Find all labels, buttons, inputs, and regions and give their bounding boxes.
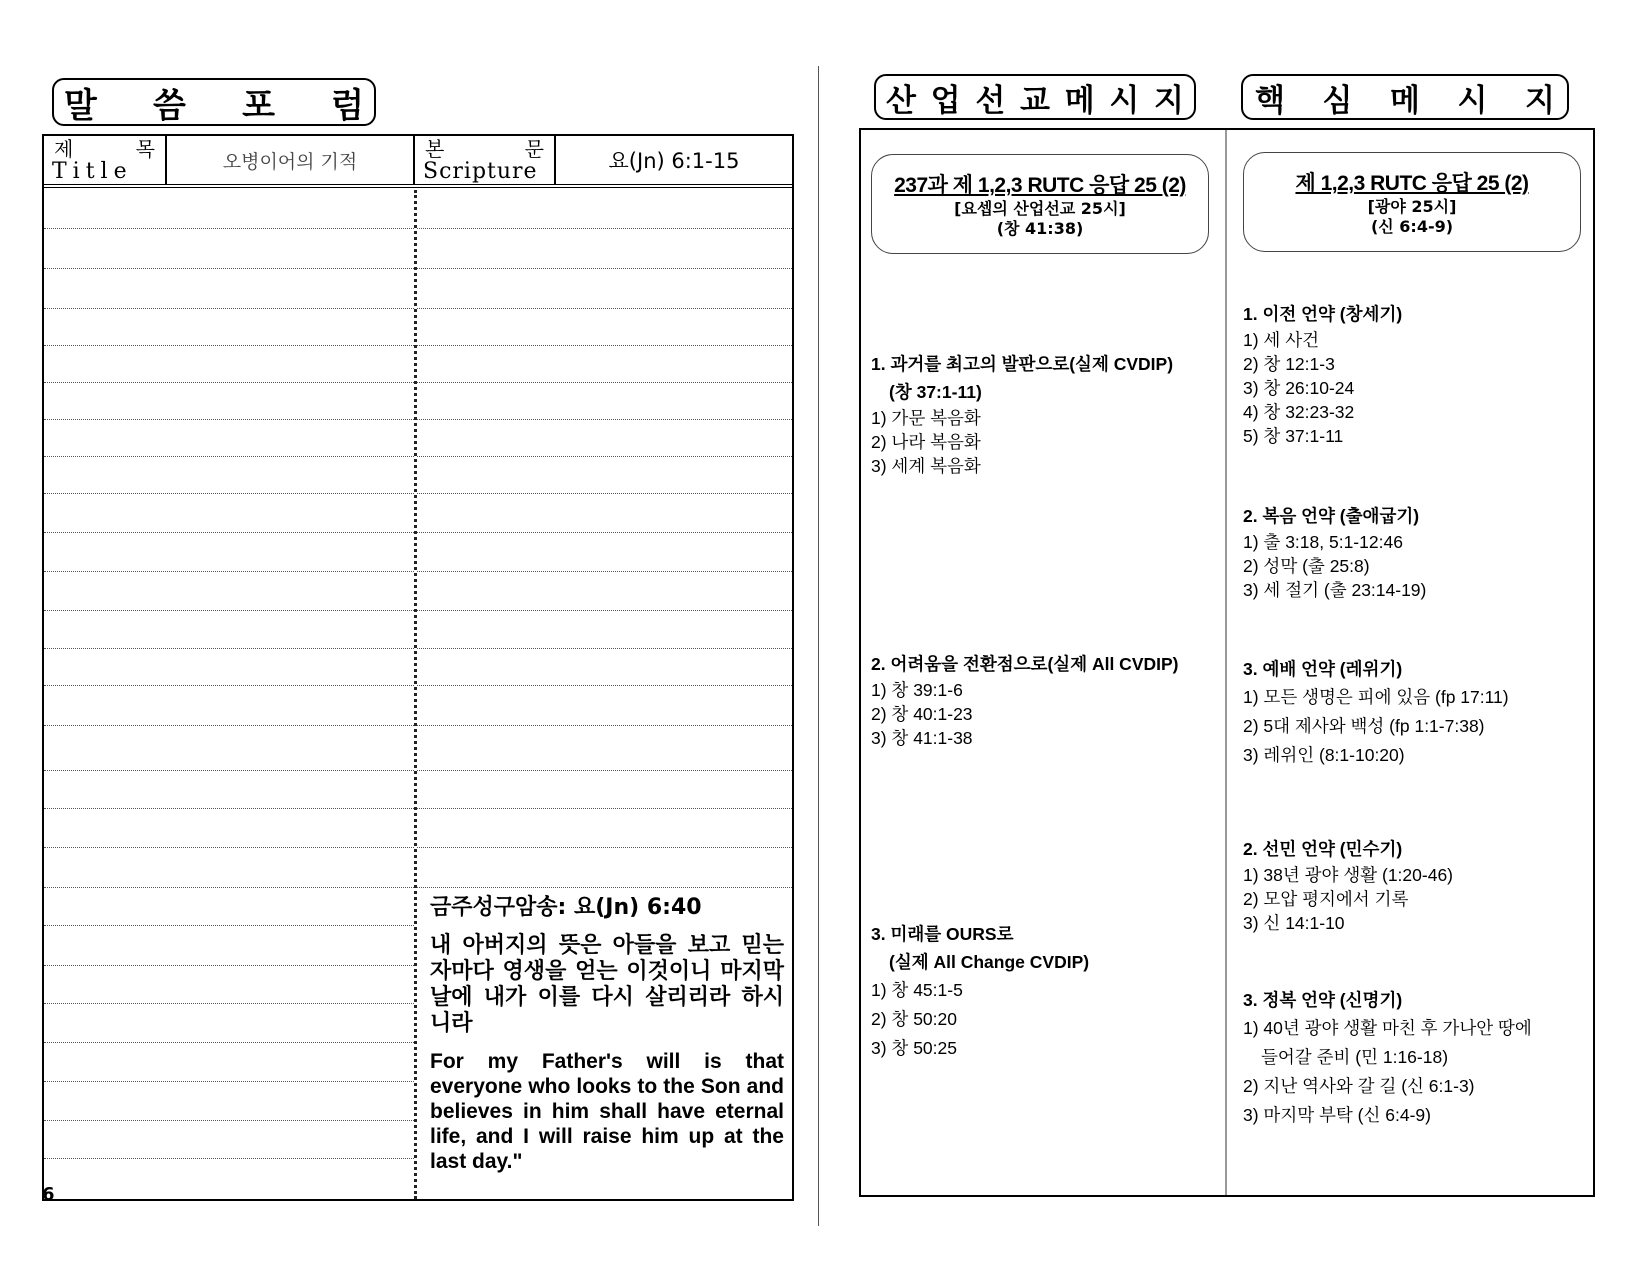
sermon-note-table (42, 134, 794, 1201)
ruled-line (44, 610, 414, 611)
ruled-line (44, 1081, 414, 1082)
ruled-line (44, 1042, 414, 1043)
section-item: 2) 창 50:20 (871, 1009, 957, 1029)
ruled-line (417, 493, 792, 494)
title-char: 럼 (331, 85, 364, 126)
ruled-line (44, 847, 414, 848)
section-item: 3) 마지막 부탁 (신 6:4-9) (1243, 1105, 1431, 1125)
title-char: 심 (1322, 82, 1353, 119)
section-item: 2) 창 12:1-3 (1243, 354, 1335, 374)
outline-section (1243, 502, 1593, 602)
ruled-line (44, 770, 414, 771)
ruled-line (417, 382, 792, 383)
core-heading-main: 제 1,2,3 RUTC 응답 25 (2) (1295, 172, 1529, 195)
title-char: 핵 (1255, 82, 1285, 119)
outline-section (1243, 986, 1593, 1130)
section-item: 들어갈 준비 (민 1:16-18) (1261, 1047, 1449, 1067)
scripture-label-cell (415, 136, 556, 184)
section-item: 3) 창 26:10-24 (1243, 378, 1355, 398)
ruled-line (417, 725, 792, 726)
title-char: 산 (886, 82, 916, 119)
ruled-line (44, 725, 414, 726)
ruled-line (417, 345, 792, 346)
ruled-line (417, 770, 792, 771)
ruled-line (44, 493, 414, 494)
title-label-en: Title (52, 159, 133, 184)
scripture-label-ko: 본 (425, 137, 445, 161)
scripture-label-en: Scripture (423, 159, 538, 184)
industrial-mission-title-box (874, 74, 1196, 120)
memory-verse-block (430, 890, 784, 1174)
ruled-line (417, 648, 792, 649)
ruled-line (417, 847, 792, 848)
memory-verse-english: For my Father's will is that everyone who looks to the Son and believes in him shall have eternal life, and I will raise him up at the last day." (430, 1050, 784, 1173)
ruled-line (44, 382, 414, 383)
section-title-cont: (실제 All Change CVDIP) (889, 952, 1090, 972)
ruled-line (44, 808, 414, 809)
ruled-line (417, 456, 792, 457)
ruled-line (44, 532, 414, 533)
title-char: 업 (930, 82, 961, 119)
ruled-line (44, 228, 414, 229)
ruled-line (44, 345, 414, 346)
ruled-line (417, 419, 792, 420)
ruled-line (44, 965, 414, 966)
section-item: 1) 출 3:18, 5:1-12:46 (1243, 532, 1403, 552)
memory-verse-title: 금주성구암송: 요(Jn) 6:40 (430, 895, 702, 920)
ruled-line (44, 887, 414, 888)
core-message-title-box (1241, 74, 1569, 120)
column-divider (1225, 130, 1227, 1195)
section-item: 1) 가문 복음화 (871, 408, 981, 428)
section-title: 1. 이전 언약 (창세기) (1243, 304, 1403, 324)
section-item: 5) 창 37:1-11 (1243, 426, 1344, 446)
lesson-heading-sub: [요셉의 산업선교 25시] (954, 199, 1126, 218)
section-item: 3) 창 50:25 (871, 1038, 957, 1058)
title-char: 시 (1457, 82, 1488, 119)
ruled-line (44, 685, 414, 686)
ruled-line (44, 925, 414, 926)
section-title: 2. 선민 언약 (민수기) (1243, 839, 1403, 859)
ruled-line (44, 308, 414, 309)
section-title: 3. 미래를 OURS로 (871, 924, 1014, 944)
outline-section (871, 350, 1221, 478)
section-item: 1) 창 45:1-5 (871, 980, 963, 1000)
section-item: 2) 나라 복음화 (871, 432, 981, 452)
title-char: 지 (1154, 82, 1184, 119)
table-header-row (44, 136, 792, 188)
title-char: 선 (975, 82, 1006, 119)
section-item: 3) 창 41:1-38 (871, 728, 973, 748)
ruled-line (417, 808, 792, 809)
section-item: 2) 지난 역사와 갈 길 (신 6:1-3) (1243, 1076, 1475, 1096)
section-item: 3) 신 14:1-10 (1243, 913, 1345, 933)
core-heading-sub: [광야 25시] (1367, 197, 1457, 216)
ruled-line (44, 571, 414, 572)
section-item: 1) 38년 광야 생활 (1:20-46) (1243, 865, 1454, 885)
title-char: 씀 (153, 85, 186, 126)
title-label-cell (44, 136, 167, 184)
title-char: 메 (1064, 82, 1095, 119)
ruled-line (417, 532, 792, 533)
outline-section (871, 650, 1221, 750)
section-item: 1) 모든 생명은 피에 있음 (fp 17:11) (1243, 687, 1509, 707)
section-title: 2. 복음 언약 (출애굽기) (1243, 506, 1420, 526)
section-item: 1) 40년 광야 생활 마친 후 가나안 땅에 (1243, 1018, 1532, 1038)
section-item: 4) 창 32:23-32 (1243, 402, 1355, 422)
outline-section (1243, 835, 1593, 935)
section-item: 3) 세 절기 (출 23:14-19) (1243, 580, 1427, 600)
scripture-value: 요(Jn) 6:1-15 (608, 149, 740, 173)
section-item: 2) 창 40:1-23 (871, 704, 973, 724)
lesson-heading-sub: (창 41:38) (996, 219, 1084, 238)
title-char: 말 (64, 85, 97, 126)
memory-verse-korean: 내 아버지의 뜻은 아들을 보고 믿는 자마다 영생을 얻는 이것이니 마지막 날에 내가 이를 다시 살리리라 하시니라 (430, 933, 784, 1036)
section-item: 1) 세 사건 (1243, 330, 1319, 350)
ruled-line (44, 419, 414, 420)
title-char: 지 (1525, 82, 1555, 119)
title-label-ko: 목 (135, 137, 155, 161)
page-gutter-line (818, 66, 819, 1226)
ruled-line (417, 571, 792, 572)
section-item: 2) 모압 평지에서 기록 (1243, 889, 1409, 909)
ruled-line (417, 308, 792, 309)
ruled-line (44, 268, 414, 269)
ruled-line (417, 887, 792, 888)
lesson-heading-main: 237과 제 1,2,3 RUTC 응답 25 (2) (894, 174, 1186, 197)
ruled-line (44, 1158, 414, 1159)
title-value: 오병이어의 기적 (167, 136, 415, 184)
title-char: 포 (242, 85, 275, 126)
ruled-line (44, 456, 414, 457)
column-divider (414, 190, 417, 1199)
title-label-ko: 제 (54, 137, 74, 161)
page-title-box (52, 78, 376, 126)
outline-section (871, 920, 1221, 1063)
section-title: 2. 어려움을 전환점으로(실제 All CVDIP) (871, 654, 1179, 674)
section-title-cont: (창 37:1-11) (889, 382, 982, 402)
ruled-line (44, 1120, 414, 1121)
core-heading-sub: (신 6:4-9) (1370, 217, 1454, 236)
ruled-line (417, 268, 792, 269)
section-item: 3) 세계 복음화 (871, 456, 981, 476)
ruled-line (417, 228, 792, 229)
ruled-line (417, 610, 792, 611)
lesson-heading-box (871, 154, 1209, 254)
title-char: 메 (1390, 82, 1420, 119)
section-item: 3) 레위인 (8:1-10:20) (1243, 745, 1405, 765)
section-title: 3. 정복 언약 (신명기) (1243, 990, 1403, 1010)
section-item: 2) 5대 제사와 백성 (fp 1:1-7:38) (1243, 716, 1485, 736)
title-char: 교 (1020, 82, 1050, 119)
message-outline-box (859, 128, 1595, 1197)
section-item: 1) 창 39:1-6 (871, 680, 963, 700)
core-heading-box (1243, 152, 1581, 252)
page-number: 6 (42, 1184, 55, 1205)
title-char: 시 (1109, 82, 1140, 119)
section-item: 2) 성막 (출 25:8) (1243, 556, 1370, 576)
outline-section (1243, 300, 1593, 448)
section-title: 3. 예배 언약 (레위기) (1243, 659, 1403, 679)
ruled-line (44, 1003, 414, 1004)
ruled-line (417, 685, 792, 686)
scripture-label-ko: 문 (524, 137, 544, 161)
outline-section (1243, 655, 1593, 770)
section-title: 1. 과거를 최고의 발판으로(실제 CVDIP) (871, 354, 1174, 374)
ruled-line (44, 648, 414, 649)
